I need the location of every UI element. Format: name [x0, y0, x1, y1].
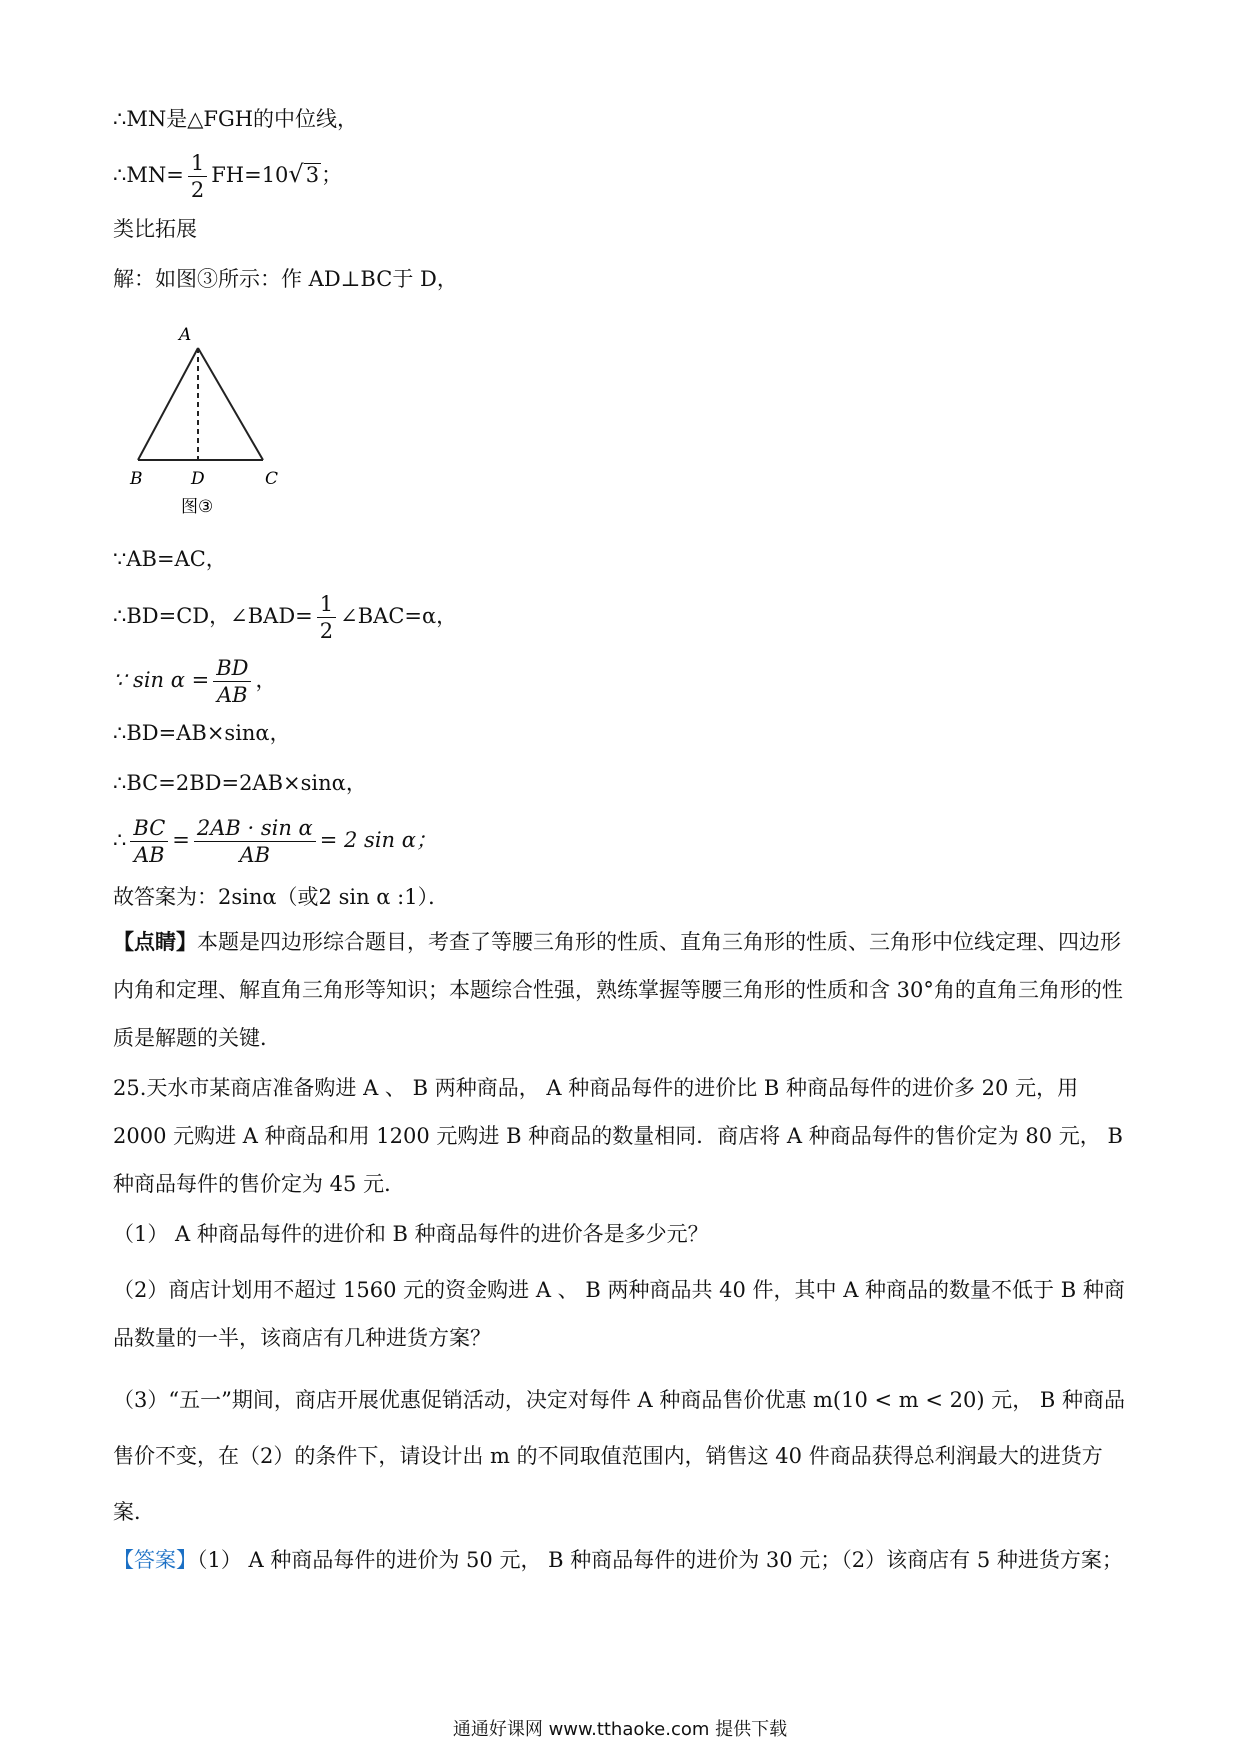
- line-bd-cd: ∴BD=CD，∠BAD= $\frac{1}{2}$ ∠BAC=α，: [113, 592, 458, 643]
- figure-caption: 图③: [181, 497, 214, 517]
- fraction-half: $\frac{1}{2}$: [188, 150, 207, 203]
- answer-text: （1） A 种商品每件的进价为 50 元， B 种商品每件的进价为 30 元；（2）该商店有 5 种进货方案；: [197, 1548, 1123, 1572]
- line-bd-value: ∴BD=AB×sinα，: [113, 721, 291, 745]
- line-section-title: [113, 214, 197, 244]
- line-bc-value: ∴BC=2BD=2AB×sinα，: [113, 771, 367, 795]
- line-ab-ac: ∵AB=AC，: [113, 547, 227, 571]
- answer-paragraph: [113, 1536, 1128, 1584]
- sqrt-symbol: √: [288, 160, 304, 188]
- label-b: B: [130, 469, 143, 489]
- footer-watermark: 通通好课网 www.tthaoke.com 提供下载: [452, 1719, 788, 1740]
- line-answer-so: 故答案为：2sinα（或2 sin α :1）．: [113, 885, 450, 909]
- question-3: （3）“五一”期间，商店开展优惠促销活动，决定对每件 A 种商品售价优惠 m(10 < m < 20) 元， B 种商品售价不变，在（2）的条件下，请设计出 m 的不同取值范围内，销售这 40 件商品获得总利润最大的进货方案．: [113, 1388, 1126, 1524]
- text-mn-pre: ∴MN=: [113, 163, 184, 187]
- comment-label: 【点睛】: [113, 929, 197, 954]
- text-midline: ∴MN是△FGH的中位线，: [113, 107, 359, 131]
- triangle-figure: [113, 318, 313, 528]
- label-d: D: [191, 469, 205, 489]
- question-2: （2）商店计划用不超过 1560 元的资金购进 A 、 B 两种商品共 40 件，其中 A 种商品的数量不低于 B 种商品数量的一半，该商店有几种进货方案？: [113, 1278, 1125, 1350]
- line-ratio: ∴ $\frac{BC}{AB}$ = $\frac{\text{2AB · sin α}}{AB}$ = 2 sin α；: [113, 816, 437, 867]
- answer-label: 【答案】: [113, 1548, 197, 1572]
- fraction-half-angle: $\frac{1}{2}$: [317, 591, 336, 644]
- line-midline: [113, 104, 358, 134]
- label-c: C: [265, 469, 279, 489]
- line-solution-intro: [113, 264, 458, 294]
- comment-text: 本题是四边形综合题目，考查了等腰三角形的性质、直角三角形的性质、三角形中位线定理、四边形内角和定理、解直角三角形等知识；本题综合性强，熟练掌握等腰三角形的性质和含 30°角的直角三角形的性质是解题的关键．: [113, 930, 1123, 1050]
- text-mn-mid: FH=10: [211, 163, 289, 187]
- section-title: 类比拓展: [113, 217, 197, 241]
- comment-paragraph: [113, 918, 1128, 1062]
- label-a: A: [179, 325, 192, 345]
- question-1: （1） A 种商品每件的进价和 B 种商品每件的进价各是多少元？: [113, 1222, 709, 1246]
- line-mn-equation: ∴MN= $\frac{1}{2}$ FH=10√3；: [113, 151, 343, 202]
- triangle-diagram: [113, 318, 313, 528]
- problem-stem: 25.天水市某商店准备购进 A 、 B 两种商品， A 种商品每件的进价比 B 种商品每件的进价多 20 元，用 2000 元购进 A 种商品和用 1200 元购进 B 种商品的数量相同．商店将 A 种商品每件的售价定为 80 元， B 种商品每件的售价定为 45 元．: [113, 1076, 1123, 1196]
- line-sin-alpha: ∵ sin α = $\frac{BD}{AB}$ ，: [113, 656, 277, 707]
- text-solution-intro: 解：如图③所示：作 AD⊥BC于 D，: [113, 267, 458, 291]
- sqrt-value: 3: [305, 163, 320, 187]
- fraction-bc-ab: $\frac{BC}{AB}$: [130, 815, 168, 868]
- fraction-bd-ab: $\frac{BD}{AB}$: [213, 655, 251, 708]
- fraction-2ab-sin: $\frac{\text{2AB · sin α}}{AB}$: [194, 815, 316, 868]
